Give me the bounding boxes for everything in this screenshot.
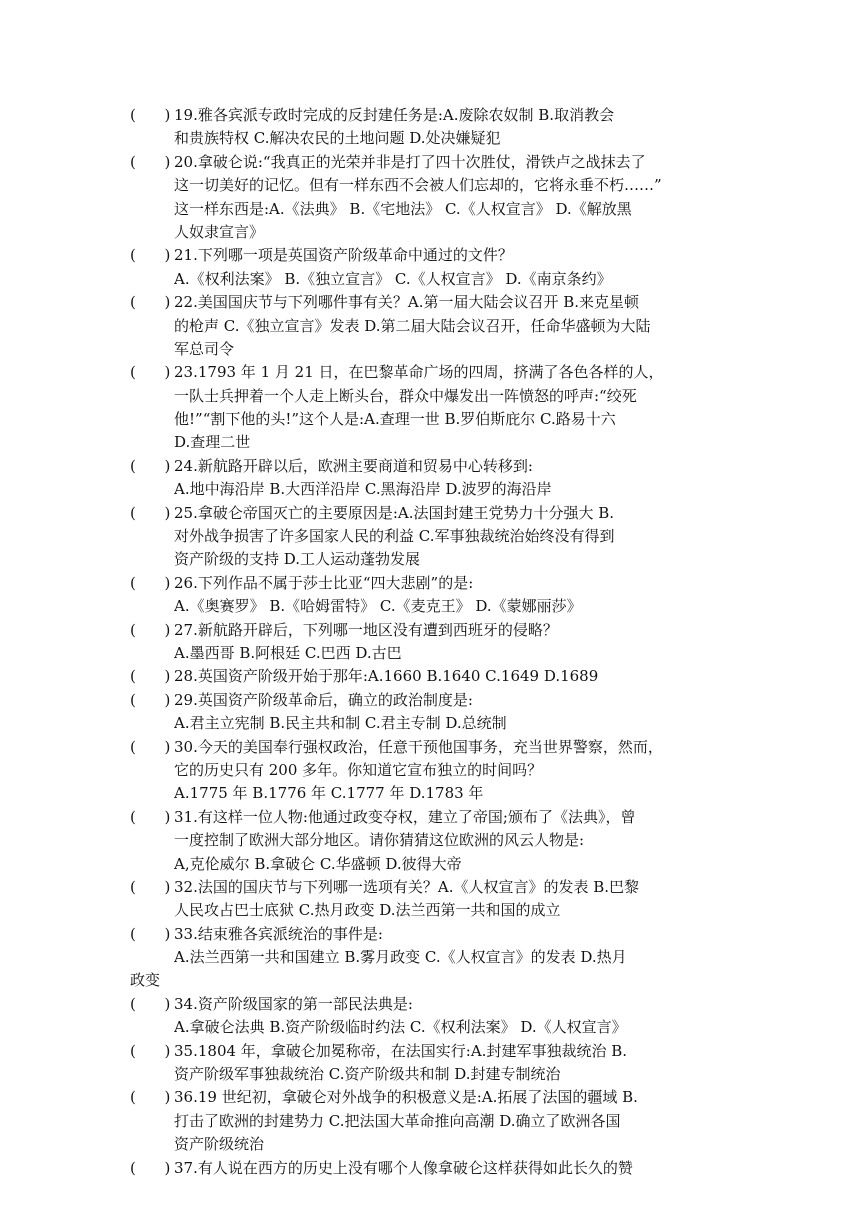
question-item bbox=[130, 572, 740, 619]
question-line: 这一切美好的记忆。但有一样东西不会被人们忘却的，它将永垂不朽……” bbox=[174, 176, 662, 195]
question-line: 打击了欧洲的封建势力 C.把法国大革命推向高潮 D.确立了欧洲各国 bbox=[174, 1111, 621, 1130]
question-line: A.1775 年 B.1776 年 C.1777 年 D.1783 年 bbox=[174, 784, 484, 803]
question-line: 32.法国的国庆节与下列哪一选项有关？A.《人权宣言》的发表 B.巴黎 bbox=[174, 877, 640, 896]
answer-blank: ( ) bbox=[130, 877, 171, 896]
answer-blank: ( ) bbox=[130, 1158, 171, 1177]
answer-blank: ( ) bbox=[130, 246, 171, 265]
question-text bbox=[174, 1086, 740, 1156]
question-line: 一队士兵押着一个人走上断头台，群众中爆发出一阵愤怒的呼声:“绞死 bbox=[174, 386, 637, 405]
question-line: 35.1804 年，拿破仑加冕称帝，在法国实行:A.封建军事独裁统治 B. bbox=[174, 1041, 628, 1060]
question-line: 29.英国资产阶级革命后，确立的政治制度是: bbox=[174, 690, 473, 709]
question-line: A.法兰西第一共和国建立 B.雾月政变 C.《人权宣言》的发表 D.热月 bbox=[174, 948, 627, 967]
question-item bbox=[130, 619, 740, 666]
answer-blank: ( ) bbox=[130, 152, 171, 171]
question-text bbox=[174, 876, 740, 923]
question-text bbox=[130, 923, 740, 993]
answer-blank: ( ) bbox=[130, 667, 171, 686]
answer-blank: ( ) bbox=[130, 293, 171, 312]
question-line: 人民攻占巴士底狱 C.热月政变 D.法兰西第一共和国的成立 bbox=[174, 901, 561, 920]
question-item bbox=[130, 291, 740, 361]
question-item bbox=[130, 689, 740, 736]
question-text bbox=[174, 993, 740, 1040]
question-line: 19.雅各宾派专政时完成的反封建任务是:A.废除农奴制 B.取消教会 bbox=[174, 106, 615, 124]
question-line: 25.拿破仑帝国灭亡的主要原因是:A.法国封建王党势力十分强大 B. bbox=[174, 503, 615, 522]
question-line: 26.下列作品不属于莎士比亚“四大悲剧”的是: bbox=[174, 573, 474, 592]
question-item bbox=[130, 244, 740, 291]
question-text bbox=[174, 806, 740, 876]
question-line: 它的历史只有 200 多年。你知道它宣布独立的时间吗？ bbox=[174, 760, 543, 779]
answer-blank: ( ) bbox=[130, 106, 171, 124]
question-line: A.拿破仑法典 B.资产阶级临时约法 C.《权利法案》 D.《人权宣言》 bbox=[174, 1018, 627, 1037]
question-line: 30.今天的美国奉行强权政治，任意干预他国事务，充当世界警察，然而， bbox=[174, 737, 663, 756]
question-line: 22.美国国庆节与下列哪件事有关？A.第一届大陆会议召开 B.来克星顿 bbox=[174, 293, 640, 312]
question-text bbox=[174, 151, 740, 245]
answer-blank: ( ) bbox=[130, 1041, 171, 1060]
question-text bbox=[174, 1040, 740, 1087]
question-line: 资产阶级军事独裁统治 C.资产阶级共和制 D.封建专制统治 bbox=[174, 1065, 561, 1084]
question-item bbox=[130, 104, 740, 151]
question-item bbox=[130, 993, 740, 1040]
question-item bbox=[130, 455, 740, 502]
question-text bbox=[174, 502, 740, 572]
question-line: 28.英国资产阶级开始于那年:A.1660 B.1640 C.1649 D.1689 bbox=[174, 667, 599, 686]
question-item bbox=[130, 806, 740, 876]
question-line: 31.有这样一位人物:他通过政变夺权，建立了帝国;颁布了《法典》，曾 bbox=[174, 807, 636, 826]
question-line: A.君主立宪制 B.民主共和制 C.君主专制 D.总统制 bbox=[174, 714, 507, 733]
question-item bbox=[130, 151, 740, 245]
question-item bbox=[130, 1086, 740, 1156]
question-line: 一度控制了欧洲大部分地区。请你猜猜这位欧洲的风云人物是: bbox=[174, 831, 585, 850]
question-line: 21.下列哪一项是英国资产阶级革命中通过的文件？ bbox=[174, 246, 513, 265]
question-line: A.《奥赛罗》 B.《哈姆雷特》 C.《麦克王》 D.《蒙娜丽莎》 bbox=[174, 597, 582, 616]
question-line: 对外战争损害了许多国家人民的利益 C.军事独裁统治始终没有得到 bbox=[174, 527, 615, 546]
question-text bbox=[174, 104, 740, 151]
question-text bbox=[174, 689, 740, 736]
answer-blank: ( ) bbox=[130, 573, 171, 592]
answer-blank: ( ) bbox=[130, 924, 171, 943]
question-item bbox=[130, 1040, 740, 1087]
question-line: 的枪声 C.《独立宣言》发表 D.第二届大陆会议召开，任命华盛顿为大陆 bbox=[174, 316, 651, 335]
question-line: A.地中海沿岸 B.大西洋沿岸 C.黑海沿岸 D.波罗的海沿岸 bbox=[174, 480, 552, 499]
answer-blank: ( ) bbox=[130, 363, 171, 382]
answer-blank: ( ) bbox=[130, 807, 171, 826]
question-text bbox=[174, 619, 740, 666]
question-line: 24.新航路开辟以后，欧洲主要商道和贸易中心转移到: bbox=[174, 456, 533, 475]
question-item bbox=[130, 1157, 740, 1180]
question-text bbox=[174, 665, 740, 688]
answer-blank: ( ) bbox=[130, 456, 171, 475]
question-line: 这一样东西是:A.《法典》 B.《宅地法》 C.《人权宣言》 D.《解放黑 bbox=[174, 199, 632, 218]
question-line: 他!”“割下他的头!”这个人是:A.查理一世 B.罗伯斯庇尔 C.路易十六 bbox=[174, 410, 616, 429]
question-line-overflow: 政变 bbox=[130, 971, 161, 990]
question-item bbox=[130, 665, 740, 688]
question-text bbox=[174, 736, 740, 806]
answer-blank: ( ) bbox=[130, 503, 171, 522]
question-line: 33.结束雅各宾派统治的事件是: bbox=[174, 924, 383, 943]
answer-blank: ( ) bbox=[130, 1088, 171, 1107]
question-text bbox=[174, 455, 740, 502]
answer-blank: ( ) bbox=[130, 994, 171, 1013]
question-text bbox=[174, 361, 740, 455]
question-text bbox=[174, 244, 740, 291]
question-line: A,克伦威尔 B.拿破仑 C.华盛顿 D.彼得大帝 bbox=[174, 854, 462, 873]
question-line: 资产阶级的支持 D.工人运动蓬勃发展 bbox=[174, 550, 421, 569]
question-line: 军总司令 bbox=[174, 339, 235, 358]
question-line: 人奴隶宣言》 bbox=[174, 222, 265, 241]
question-item bbox=[130, 502, 740, 572]
question-line: 27.新航路开辟后，下列哪一地区没有遭到西班牙的侵略？ bbox=[174, 620, 558, 639]
question-line: A.墨西哥 B.阿根廷 C.巴西 D.古巴 bbox=[174, 643, 402, 662]
question-item bbox=[130, 361, 740, 455]
question-item bbox=[130, 736, 740, 806]
question-line: 23.1793 年 1 月 21 日，在巴黎革命广场的四周，挤满了各色各样的人， bbox=[174, 363, 664, 382]
question-line: 资产阶级统治 bbox=[174, 1135, 265, 1154]
answer-blank: ( ) bbox=[130, 737, 171, 756]
answer-blank: ( ) bbox=[130, 620, 171, 639]
question-line: 37.有人说在西方的历史上没有哪个人像拿破仑这样获得如此长久的赞 bbox=[174, 1158, 633, 1177]
question-line: A.《权利法案》 B.《独立宣言》 C.《人权宣言》 D.《南京条约》 bbox=[174, 269, 612, 288]
answer-blank: ( ) bbox=[130, 690, 171, 709]
question-line: 20.拿破仑说:“我真正的光荣并非是打了四十次胜仗，滑铁卢之战抹去了 bbox=[174, 152, 646, 171]
question-item bbox=[130, 923, 740, 993]
question-text bbox=[174, 1157, 740, 1180]
question-item bbox=[130, 876, 740, 923]
question-line: 36.19 世纪初，拿破仑对外战争的积极意义是:A.拓展了法国的疆域 B. bbox=[174, 1088, 638, 1107]
question-line: D.查理二世 bbox=[174, 433, 251, 452]
question-list bbox=[130, 104, 740, 1180]
question-line: 和贵族特权 C.解决农民的土地问题 D.处决嫌疑犯 bbox=[174, 129, 501, 148]
question-text bbox=[174, 291, 740, 361]
question-text bbox=[174, 572, 740, 619]
question-line: 34.资产阶级国家的第一部民法典是: bbox=[174, 994, 413, 1013]
